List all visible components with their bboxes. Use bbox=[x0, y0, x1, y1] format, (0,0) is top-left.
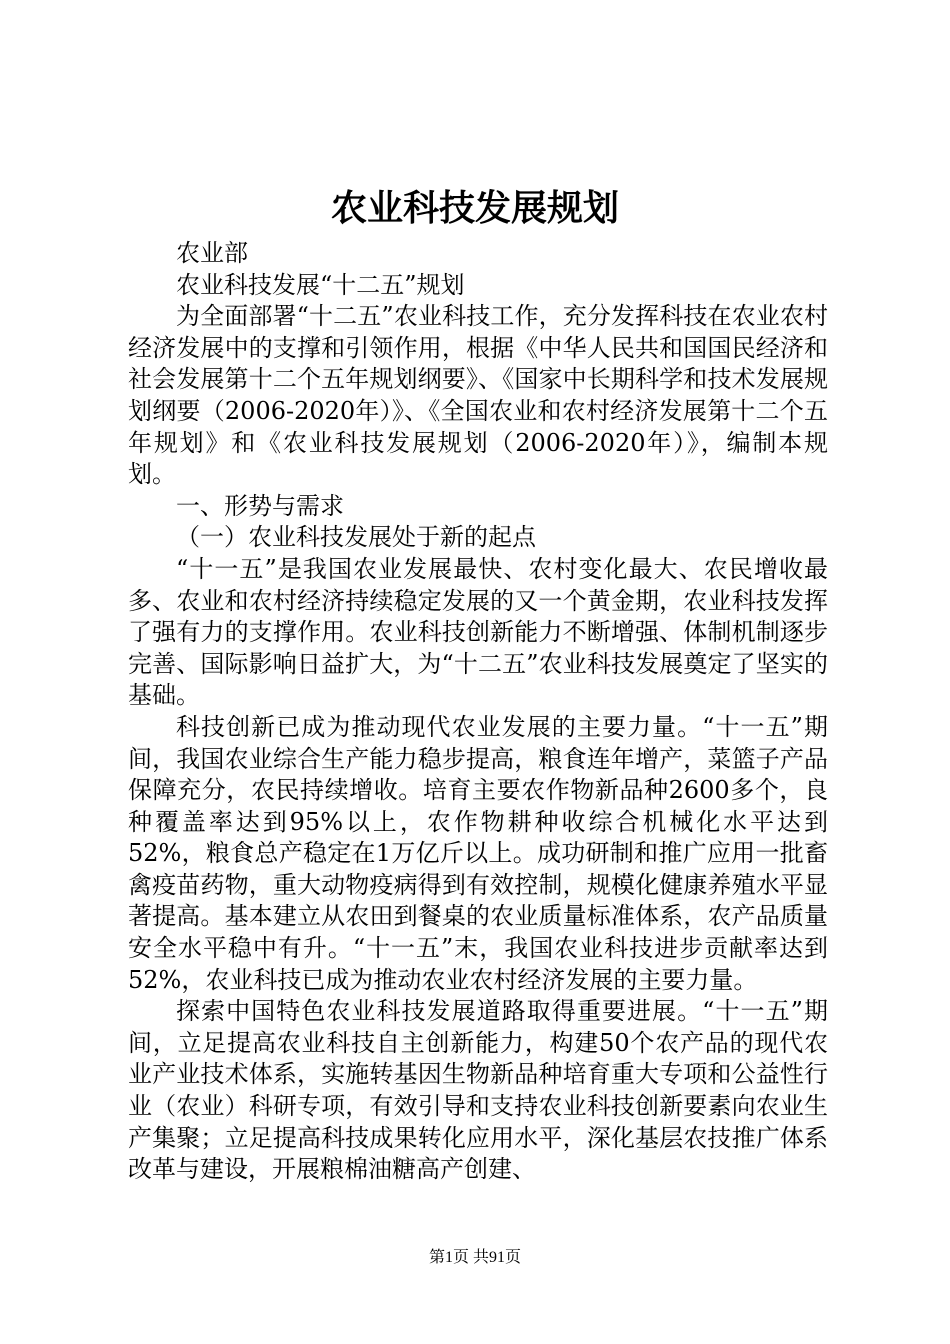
paragraph-golden-period: “十一五”是我国农业发展最快、农村变化最大、农民增收最多、农业和农村经济持续稳定发展的又一个黄金期，农业科技发挥了强有力的支撑作用。农业科技创新能力不断增强、体制机制逐步完善、国际影响日益扩大，为“十二五”农业科技发展奠定了坚实的基础。 bbox=[128, 554, 828, 710]
page-indicator: 第1页 共91页 bbox=[428, 1249, 521, 1266]
subsection-heading: （一）农业科技发展处于新的起点 bbox=[176, 523, 536, 552]
author-line: 农业部 bbox=[176, 239, 248, 267]
section-heading: 一、形势与需求 bbox=[176, 491, 344, 520]
document-title: 农业科技发展规划 bbox=[330, 187, 619, 229]
subtitle-line: 农业科技发展“十二五”规划 bbox=[176, 270, 465, 299]
paragraph-innovation: 科技创新已成为推动现代农业发展的主要力量。“十一五”期间，我国农业综合生产能力稳步提高，粮食连年增产，菜篮子产品保障充分，农民持续增收。培育主要农作物新品种2600多个，良种覆盖率达到95%以上，农作物耕种收综合机械化水平达到52%，粮食总产稳定在1万亿斤以上。成功研制和推广应用一批畜禽疫苗药物，重大动物疫病得到有效控制，规模化健康养殖水平显著提高。基本建立从农田到餐桌的农业质量标准体系，农产品质量安全水平稳中有升。“十一五”末，我国农业科技进步贡献率达到52%，农业科技已成为推动农业农村经济发展的主要力量。 bbox=[128, 712, 828, 994]
paragraph-exploration: 探索中国特色农业科技发展道路取得重要进展。“十一五”期间，立足提高农业科技自主创新能力，构建50个农产品的现代农业产业技术体系，实施转基因生物新品种培育重大专项和公益性行业（农业）科研专项，有效引导和支持农业科技创新要素向农业生产集聚；立足提高科技成果转化应用水平，深化基层农技推广体系改革与建设，开展粮棉油糖高产创建、 bbox=[128, 997, 828, 1184]
document-body bbox=[128, 238, 828, 1186]
paragraph-intro: 为全面部署“十二五”农业科技工作，充分发挥科技在农业农村经济发展中的支撑和引领作用，根据《中华人民共和国国民经济和社会发展第十二个五年规划纲要》、《国家中长期科学和技术发展规划纲要（2006-2020年）》、《全国农业和农村经济发展第十二个五年规划》和《农业科技发展规划（2006-2020年）》，编制本规划。 bbox=[128, 302, 828, 489]
